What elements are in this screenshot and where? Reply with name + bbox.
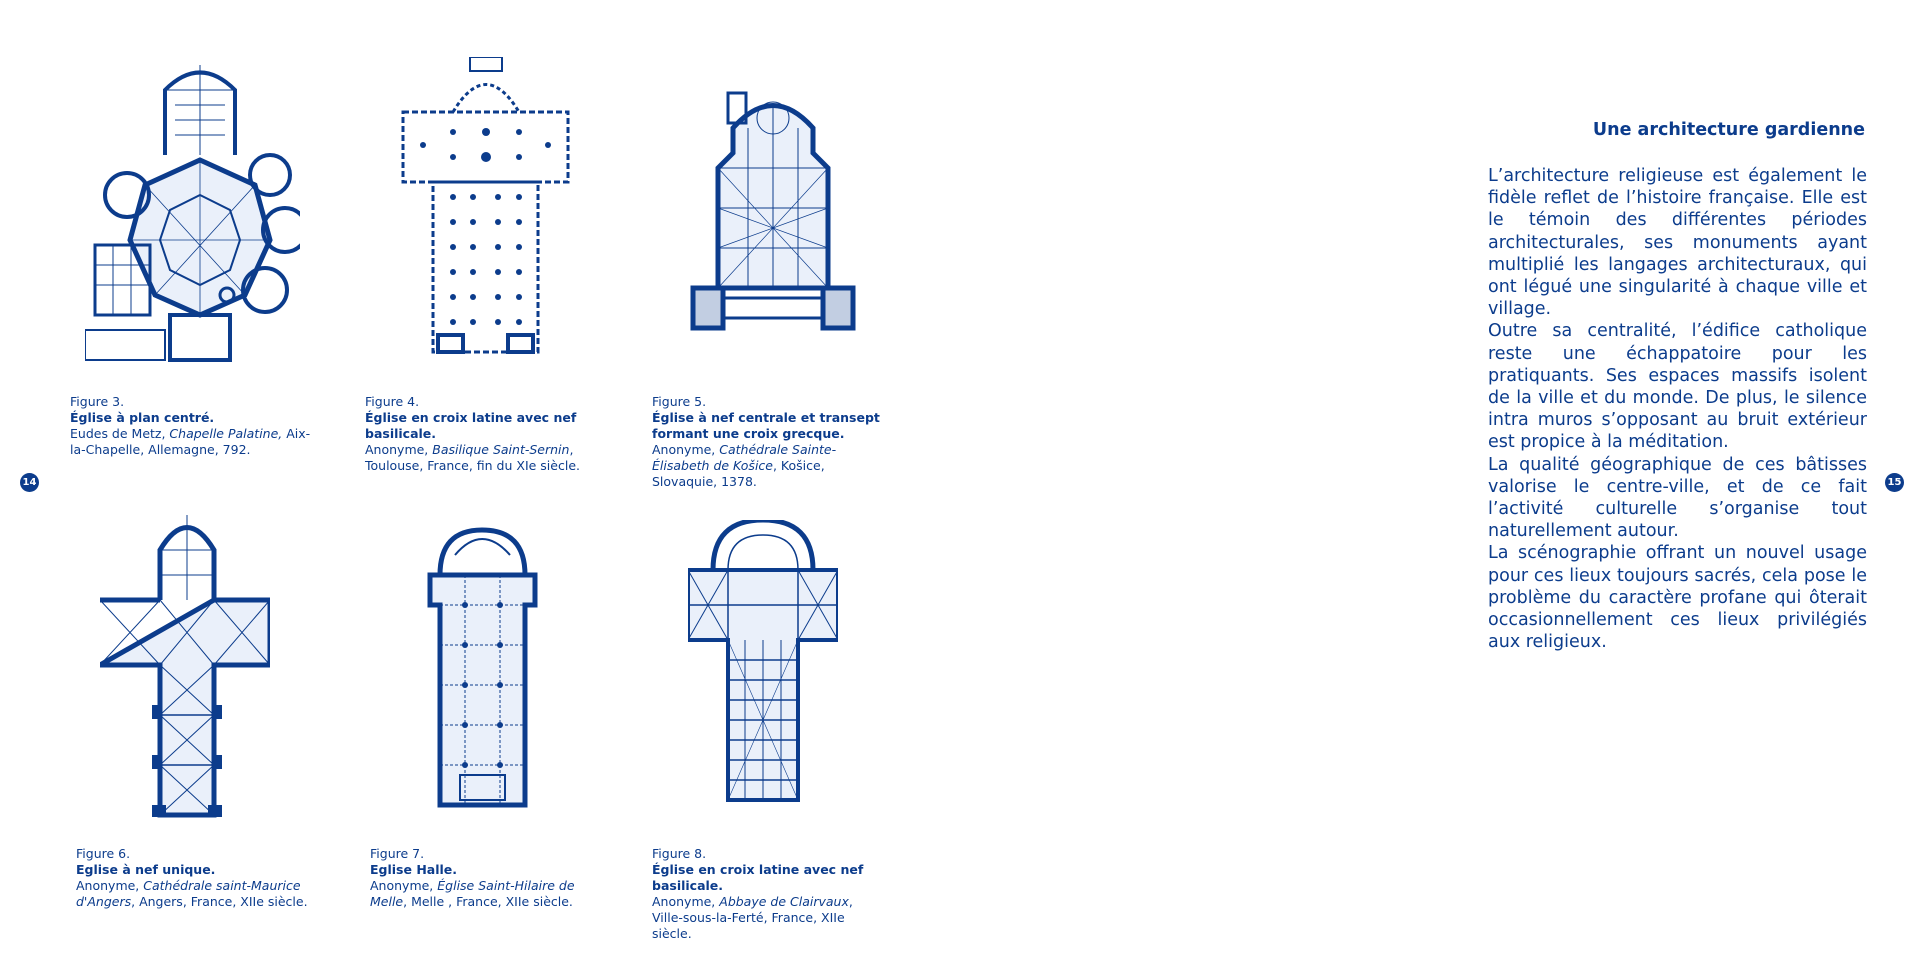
figure-6-caption (76, 846, 316, 910)
figure-5-title: Église à nef centrale et transept formant une croix grecque. (652, 410, 880, 441)
figure-7-location: , Melle , France, XIIe siècle. (403, 894, 573, 909)
figure-5-location: , Košice, Slovaquie, 1378. (652, 458, 825, 489)
paragraph-2: Outre sa centralité, l’édifice catholique reste une échappatoire pour les pratiquants. Ses espaces massifs isolent de la ville et du monde. De plus, le silence intra muros s’opposant au bruit extérieur est propice à la méditation. (1488, 321, 1867, 453)
figure-3-caption (70, 394, 320, 458)
figure-7-author: Anonyme, (370, 878, 438, 893)
figure-6-location: , Angers, France, XIIe siècle. (131, 894, 308, 909)
figure-6-number: Figure 6. (76, 846, 131, 861)
figure-4-title: Église en croix latine avec nef basilicale. (365, 410, 577, 441)
figure-3-plan (85, 60, 300, 370)
figure-7-plan (425, 525, 540, 810)
figure-8-work: Abbaye de Clairvaux (719, 894, 849, 909)
figure-5-work: Cathédrale Sainte-Élisabeth de Košice (652, 442, 837, 473)
figure-7-caption (370, 846, 595, 910)
figure-4-location: , Toulouse, France, fin du XIe siècle. (365, 442, 580, 473)
figure-7-number: Figure 7. (370, 846, 425, 861)
figure-8-plan (688, 520, 838, 805)
figure-6-author: Anonyme, (76, 878, 144, 893)
figure-6-plan (100, 505, 270, 820)
figure-6-title: Eglise à nef unique. (76, 862, 216, 877)
figure-3-work: Chapelle Palatine, (169, 426, 283, 441)
figure-3-title: Église à plan centré. (70, 410, 215, 425)
page-number-right: 15 (1885, 473, 1904, 492)
figure-3-author: Eudes de Metz, (70, 426, 170, 441)
paragraph-1: L’architecture religieuse est également le fidèle reflet de l’histoire française. Elle est le témoin des différentes périodes architecturales, ses monuments ayant multiplié les langages architecturaux, qui ont légué une singularité à chaque ville et village. (1488, 166, 1867, 320)
paragraph-4: La scénographie offrant un nouvel usage pour ces lieux toujours sacrés, cela pose le problème du caractère profane qui ôterait occasionnellement ces lieux privilégiés aux religieux. (1488, 543, 1867, 653)
figure-4-caption (365, 394, 600, 474)
figure-5-author: Anonyme, (652, 442, 720, 457)
paragraph-3: La qualité géographique de ces bâtisses valorise le centre-ville, et de ce fait l’activité culturelle s’organise tout naturellement autour. (1488, 454, 1867, 542)
figure-5-number: Figure 5. (652, 394, 707, 409)
section-title: Une architecture gardienne (1592, 120, 1865, 140)
figure-4-work: Basilique Saint-Sernin (432, 442, 570, 457)
figure-8-author: Anonyme, (652, 894, 720, 909)
figure-7-title: Eglise Halle. (370, 862, 458, 877)
figure-3-number: Figure 3. (70, 394, 125, 409)
figure-4-author: Anonyme, (365, 442, 433, 457)
figure-7-work: Église Saint-Hilaire de Melle (370, 878, 575, 909)
figure-4-number: Figure 4. (365, 394, 420, 409)
figure-5-caption (652, 394, 882, 490)
figure-8-location: , Ville-sous-la-Ferté, France, XIIe siècle. (652, 894, 853, 941)
body-text (1488, 165, 1867, 653)
figure-6-work: Cathédrale saint-Maurice d'Angers (76, 878, 301, 909)
figure-8-number: Figure 8. (652, 846, 707, 861)
figure-8-title: Église en croix latine avec nef basilicale. (652, 862, 864, 893)
figure-4-plan (398, 57, 573, 362)
figure-8-caption (652, 846, 872, 942)
figure-3-location: Aix-la-Chapelle, Allemagne, 792. (70, 426, 311, 457)
page-number-left: 14 (20, 473, 39, 492)
figure-5-plan (688, 88, 858, 333)
